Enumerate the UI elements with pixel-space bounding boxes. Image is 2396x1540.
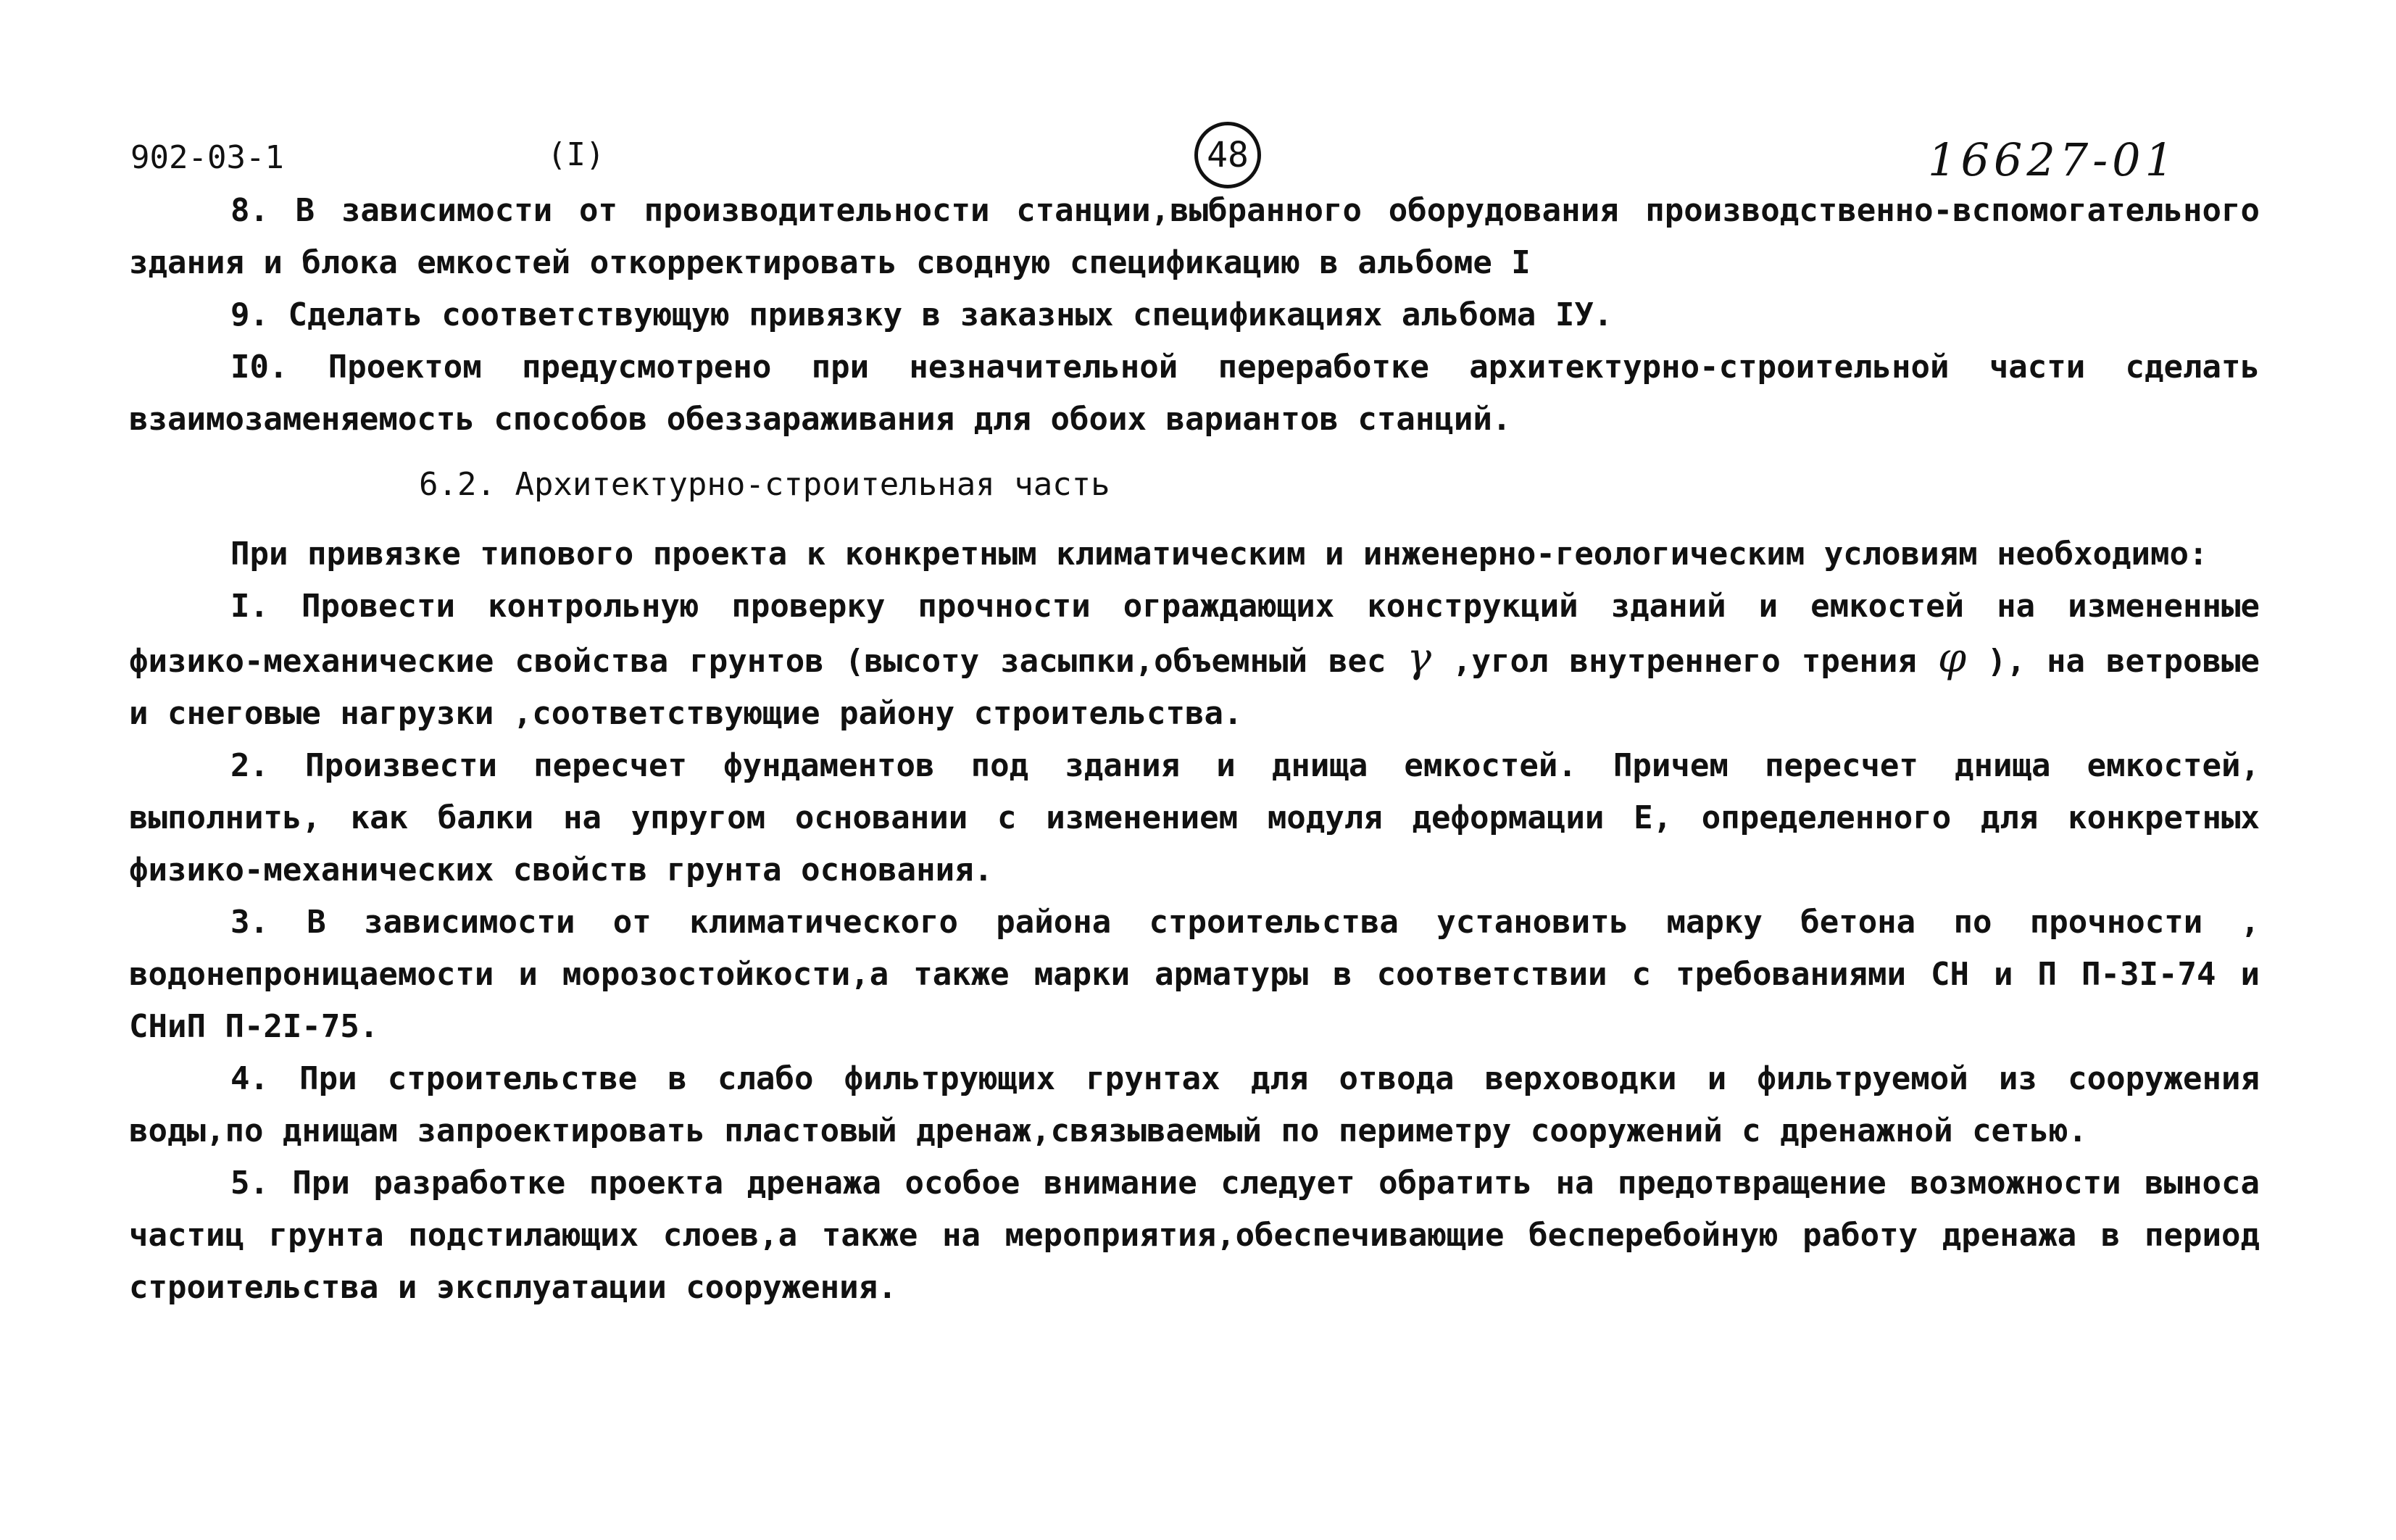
phi-symbol: φ (1937, 635, 1967, 682)
item-3: 3. В зависимости от климатического района строительства установить марку бетона по прочности , водонепроницаемости и морозостойкости,а также марки арматуры в соответствии с требованиями СН и П П-3I-74 и СНиП П-2I-75. (129, 904, 2260, 1045)
item-9: 9. Сделать соответствующую привязку в заказных спецификациях альбома IУ. (230, 296, 1613, 333)
item-1-part-a: I. Провести контрольную проверку прочности ограждающих конструкций зданий и емкостей на измененные физико-механические свойства грунтов (высоту засыпки,объемный вес (129, 588, 2260, 680)
page-number-circle: 48 (1194, 122, 1261, 188)
document-code: 902-03-1 (130, 139, 284, 176)
item-1-part-c: ), на ветровые и снеговые нагрузки ,соответствующие району строительства. (129, 643, 2260, 732)
item-8: 8. В зависимости от производительности станции,выбранного оборудования производственно-вспомогательного здания и блока емкостей откорректировать сводную спецификацию в альбоме I (129, 192, 2260, 281)
item-1 (129, 580, 2260, 740)
body-text (129, 185, 2260, 1314)
inventory-number: 16627-01 (1928, 133, 2179, 186)
item-2: 2. Произвести пересчет фундаментов под здания и днища емкостей. Причем пересчет днища емкостей, выполнить, как балки на упругом основании с изменением модуля деформации Е, определенного для конкретных физико-механических свойств грунта основания. (129, 747, 2260, 888)
volume-label: (I) (547, 136, 605, 173)
intro-paragraph: При привязке типового проекта к конкретным климатическим и инженерно-геологическим условиям необходимо: (230, 536, 2208, 573)
item-1-part-b: ,угол внутреннего трения (1452, 643, 1917, 680)
item-10: I0. Проектом предусмотрено при незначительной переработке архитектурно-строительной части сделать взаимозаменяемость способов обеззараживания для обоих вариантов станций. (129, 349, 2260, 438)
item-5: 5. При разработке проекта дренажа особое внимание следует обратить на предотвращение возможности выноса частиц грунта подстилающих слоев,а также на мероприятия,обеспечивающие бесперебойную работу дренажа в период строительства и эксплуатации сооружения. (129, 1165, 2260, 1306)
section-title: 6.2. Архитектурно-строительная часть (419, 466, 1110, 503)
item-4: 4. При строительстве в слабо фильтрующих грунтах для отвода верховодки и фильтруемой из сооружения воды,по днищам запроектировать пластовый дренаж,связываемый по периметру сооружений с дренажной сетью. (129, 1060, 2260, 1149)
gamma-symbol: γ (1407, 635, 1431, 682)
